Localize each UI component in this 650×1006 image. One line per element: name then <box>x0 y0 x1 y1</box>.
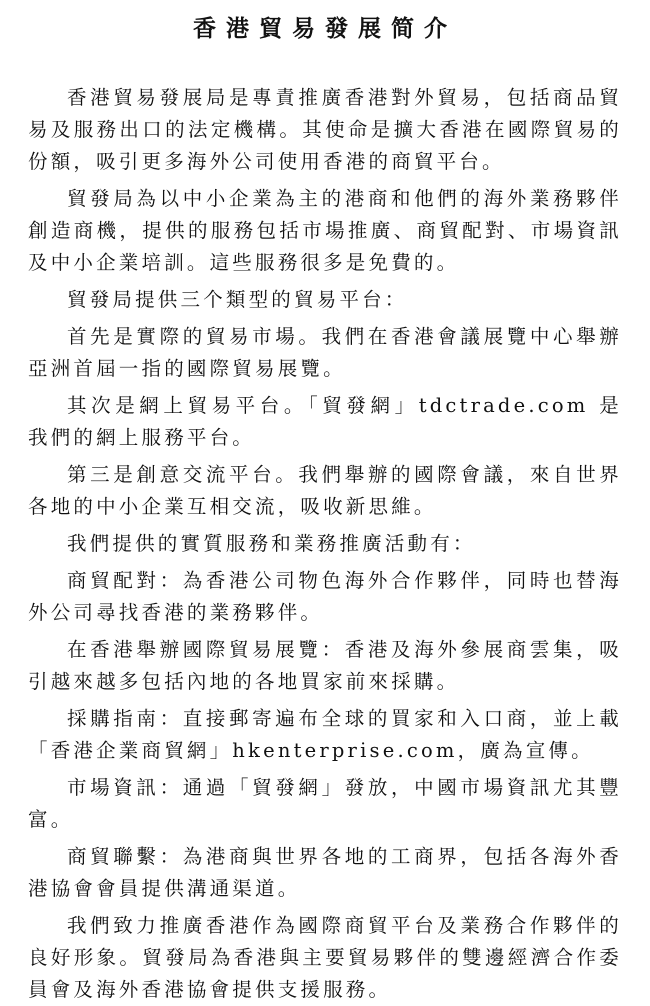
document-title: 香港貿易發展简介 <box>193 15 457 42</box>
paragraph-intro: 香港貿易發展局是專責推廣香港對外貿易，包括商品貿易及服務出口的法定機構。其使命是擴大香港在國際貿易的份額，吸引更多海外公司使用香港的商貿平台。 <box>28 86 622 173</box>
paragraph-services: 貿發局為以中小企業為主的港商和他們的海外業務夥伴創造商機，提供的服務包括市場推廣、商貿配對、市場資訊及中小企業培訓。這些服務很多是免費的。 <box>28 187 622 274</box>
paragraph-trade-fairs: 在香港舉辦國際貿易展覽：香港及海外參展商雲集，吸引越來越多包括內地的各地買家前來採購。 <box>28 638 622 693</box>
paragraph-promotion: 我們致力推廣香港作為國際商貿平台及業務合作夥伴的良好形象。貿發局為香港與主要貿易夥伴的雙邊經濟合作委員會及海外香港協會提供支援服務。 <box>28 914 622 1001</box>
paragraph-business-liaison: 商貿聯繫：為港商與世界各地的工商界，包括各海外香港協會會員提供溝通渠道。 <box>28 845 622 900</box>
paragraph-platform-creative: 第三是創意交流平台。我們舉辦的國際會議，來自世界各地的中小企業互相交流，吸收新思維。 <box>28 463 622 518</box>
paragraph-platform-online: 其次是網上貿易平台。「貿發網」tdctrade.com 是我們的網上服務平台。 <box>28 394 622 449</box>
paragraph-platform-physical: 首先是實際的貿易市場。我們在香港會議展覽中心舉辦亞洲首屆一指的國際貿易展覽。 <box>28 325 622 380</box>
paragraph-platforms-intro: 貿發局提供三个類型的貿易平台： <box>67 288 408 311</box>
paragraph-market-info: 市場資訊：通過「貿發網」發放，中國市場資訊尤其豐富。 <box>28 776 622 831</box>
paragraph-sourcing-guide: 採購指南：直接郵寄遍布全球的買家和入口商，並上載「香港企業商貿網」hkenterprise.com，廣為宣傳。 <box>28 707 622 762</box>
paragraph-activities-intro: 我們提供的實質服務和業務推廣活動有： <box>67 532 476 555</box>
paragraph-business-matching: 商貿配對：為香港公司物色海外合作夥伴，同時也替海外公司尋找香港的業務夥伴。 <box>28 569 622 624</box>
